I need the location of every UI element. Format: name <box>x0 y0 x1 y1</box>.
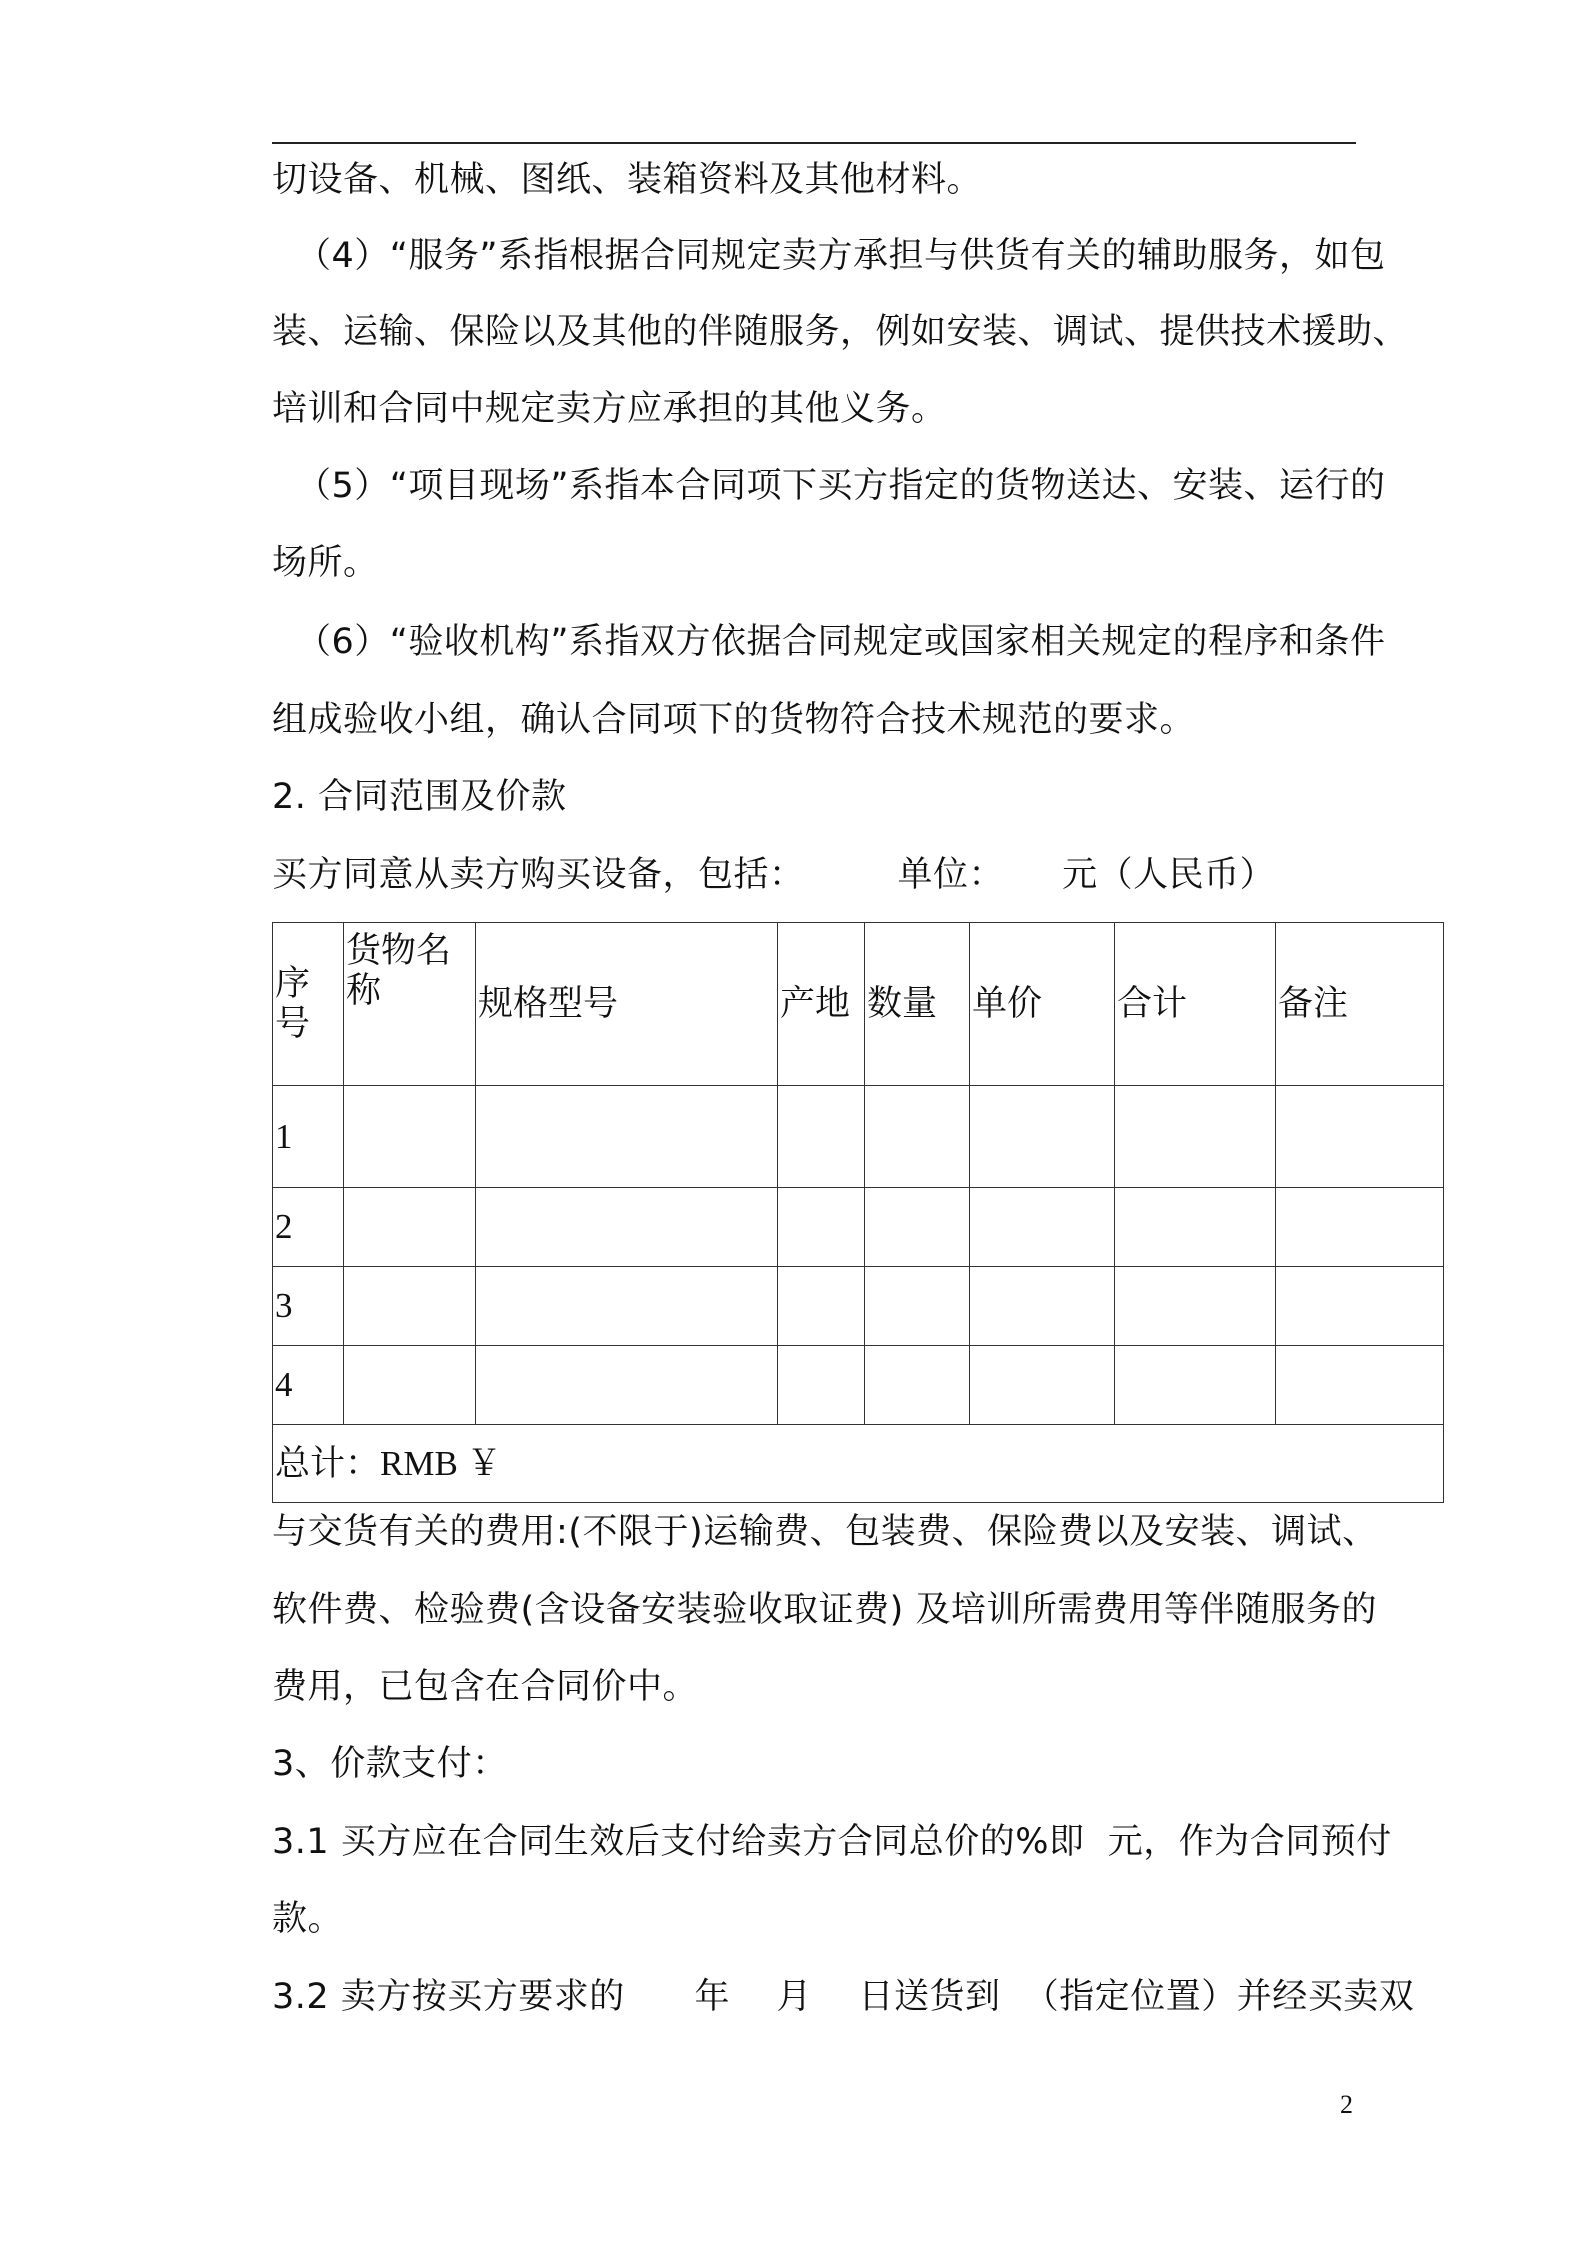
table-cell <box>970 1086 1115 1188</box>
page-number: 2 <box>1340 2090 1353 2119</box>
table-row <box>273 1267 1444 1346</box>
table-header-cell: 数量 <box>865 923 970 1086</box>
table-cell <box>1276 1188 1444 1267</box>
table-cell <box>1276 1267 1444 1346</box>
table-cell <box>865 1346 970 1425</box>
table-cell <box>970 1188 1115 1267</box>
table-row <box>273 1188 1444 1267</box>
paragraph-line: 组成验收小组，确认合同项下的货物符合技术规范的要求。 <box>272 700 1196 740</box>
table-cell <box>1115 1086 1276 1188</box>
table-cell <box>778 1086 865 1188</box>
table-header-cell: 单价 <box>970 923 1115 1086</box>
goods-table <box>272 922 1444 1503</box>
table-cell <box>778 1267 865 1346</box>
table-cell <box>476 1346 778 1425</box>
table-header-cell: 产地 <box>778 923 865 1086</box>
table-cell <box>476 1188 778 1267</box>
table-header-cell: 货物名称 <box>344 923 476 1086</box>
table-cell: 1 <box>273 1086 344 1188</box>
table-total-cell: 总计：RMB ￥ <box>273 1425 1444 1503</box>
table-total-row <box>273 1425 1444 1503</box>
section-heading: 2. 合同范围及价款 <box>272 777 567 817</box>
table-cell <box>778 1188 865 1267</box>
table-header-cell: 备注 <box>1276 923 1444 1086</box>
table-cell: 4 <box>273 1346 344 1425</box>
header-rule <box>272 142 1356 144</box>
table-cell <box>344 1267 476 1346</box>
table-cell <box>1115 1267 1276 1346</box>
table-row <box>273 1086 1444 1188</box>
paragraph-line: （5）“项目现场”系指本合同项下买方指定的货物送达、安装、运行的 <box>296 466 1386 506</box>
table-header-cell: 序号 <box>273 923 344 1086</box>
paragraph-line: 3.2 卖方按买方要求的 年 月 日送货到 （指定位置）并经买卖双 <box>272 1977 1415 2017</box>
table-header-row <box>273 923 1444 1086</box>
paragraph-line: 装、运输、保险以及其他的伴随服务，例如安装、调试、提供技术援助、 <box>272 312 1409 352</box>
section-heading: 3、价款支付： <box>272 1744 508 1784</box>
table-cell <box>865 1086 970 1188</box>
paragraph-line: 与交货有关的费用:(不限于)运输费、包装费、保险费以及安装、调试、 <box>272 1512 1378 1552</box>
paragraph-line: 费用，已包含在合同价中。 <box>272 1667 699 1707</box>
table-cell <box>865 1267 970 1346</box>
table-cell <box>865 1188 970 1267</box>
paragraph-line: 款。 <box>272 1899 344 1939</box>
paragraph-line: 软件费、检验费(含设备安装验收取证费) 及培训所需费用等伴随服务的 <box>272 1590 1377 1630</box>
paragraph-line: 切设备、机械、图纸、装箱资料及其他材料。 <box>272 160 983 200</box>
table-cell <box>1115 1188 1276 1267</box>
table-cell: 3 <box>273 1267 344 1346</box>
paragraph-line: 培训和合同中规定卖方应承担的其他义务。 <box>272 389 947 429</box>
table-cell <box>1276 1346 1444 1425</box>
table-header-cell: 合计 <box>1115 923 1276 1086</box>
paragraph-line: （4）“服务”系指根据合同规定卖方承担与供货有关的辅助服务，如包 <box>296 236 1386 276</box>
table-cell <box>970 1346 1115 1425</box>
paragraph-line: 3.1 买方应在合同生效后支付给卖方合同总价的%即 元，作为合同预付 <box>272 1822 1392 1862</box>
table-cell <box>344 1346 476 1425</box>
paragraph-line: 场所。 <box>272 543 379 583</box>
table-cell <box>1276 1086 1444 1188</box>
table-cell <box>344 1086 476 1188</box>
table-cell <box>344 1188 476 1267</box>
table-cell <box>970 1267 1115 1346</box>
paragraph-line: （6）“验收机构”系指双方依据合同规定或国家相关规定的程序和条件 <box>296 622 1386 662</box>
table-cell: 2 <box>273 1188 344 1267</box>
table-cell <box>778 1346 865 1425</box>
table-cell <box>476 1086 778 1188</box>
table-cell <box>476 1267 778 1346</box>
table-cell <box>1115 1346 1276 1425</box>
table-header-cell: 规格型号 <box>476 923 778 1086</box>
table-row <box>273 1346 1444 1425</box>
paragraph-line: 买方同意从卖方购买设备，包括： 单位： 元（人民币） <box>272 855 1276 895</box>
